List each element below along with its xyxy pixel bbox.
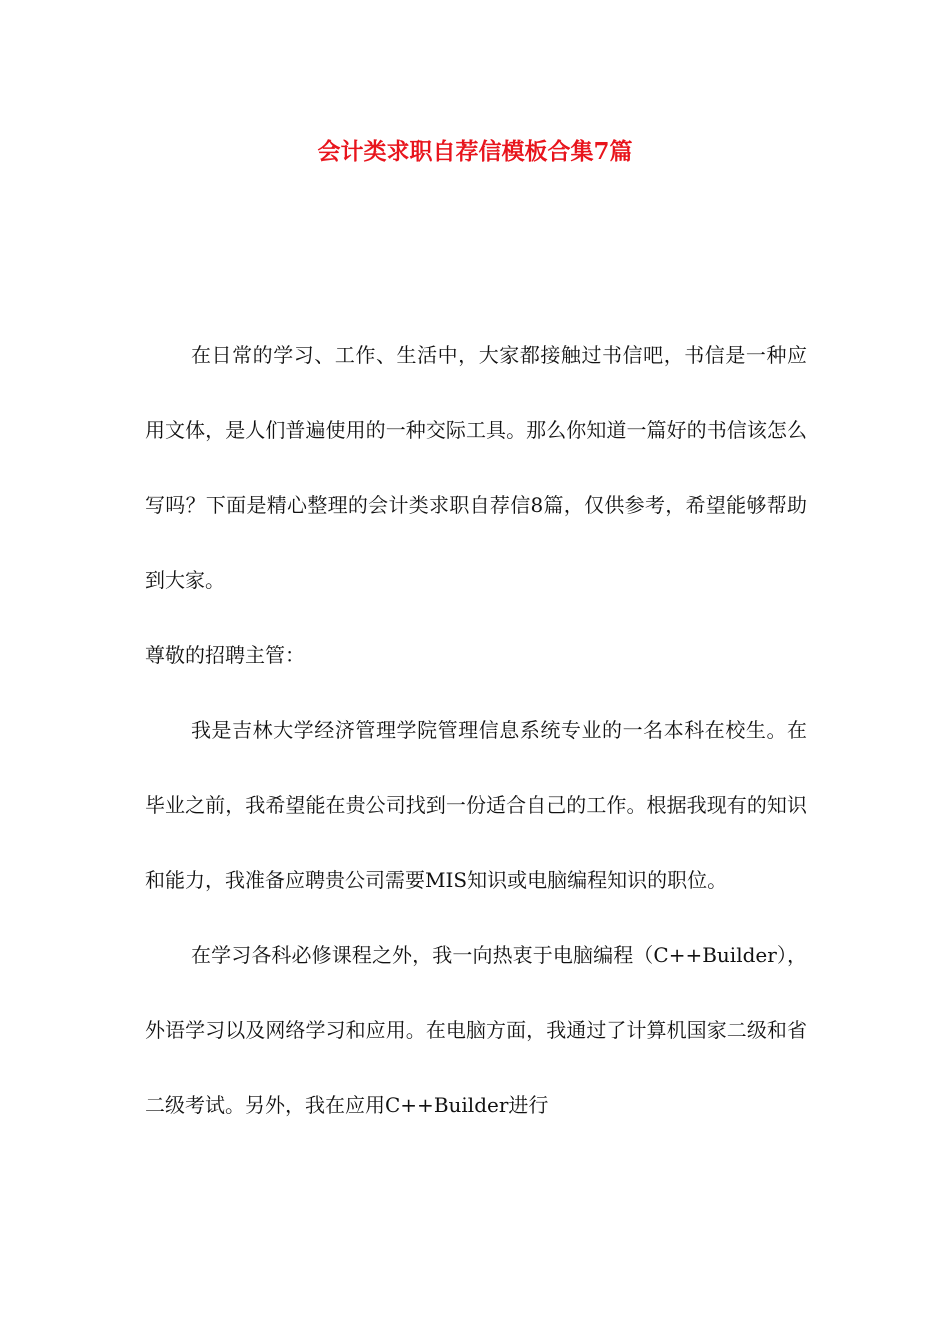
intro-paragraph: 在日常的学习、工作、生活中，大家都接触过书信吧，书信是一种应用文体，是人们普遍使用的一种交际工具。那么你知道一篇好的书信该怎么写吗？下面是精心整理的会计类求职自荐信8篇，仅供参考，希望能够帮助到大家。 [145, 343, 807, 592]
self-introduction-paragraph: 我是吉林大学经济管理学院管理信息系统专业的一名本科在校生。在毕业之前，我希望能在贵公司找到一份适合自己的工作。根据我现有的知识和能力，我准备应聘贵公司需要MIS知识或电脑编程知识的职位。 [145, 718, 807, 892]
document-title: 会计类求职自荐信模板合集7篇 [317, 138, 633, 165]
document-body [145, 318, 807, 1143]
salutation: 尊敬的招聘主管： [145, 643, 305, 667]
skills-paragraph: 在学习各科必修课程之外，我一向热衷于电脑编程（C++Builder），外语学习以及网络学习和应用。在电脑方面，我通过了计算机国家二级和省二级考试。另外，我在应用C++Builder进行 [145, 943, 807, 1117]
